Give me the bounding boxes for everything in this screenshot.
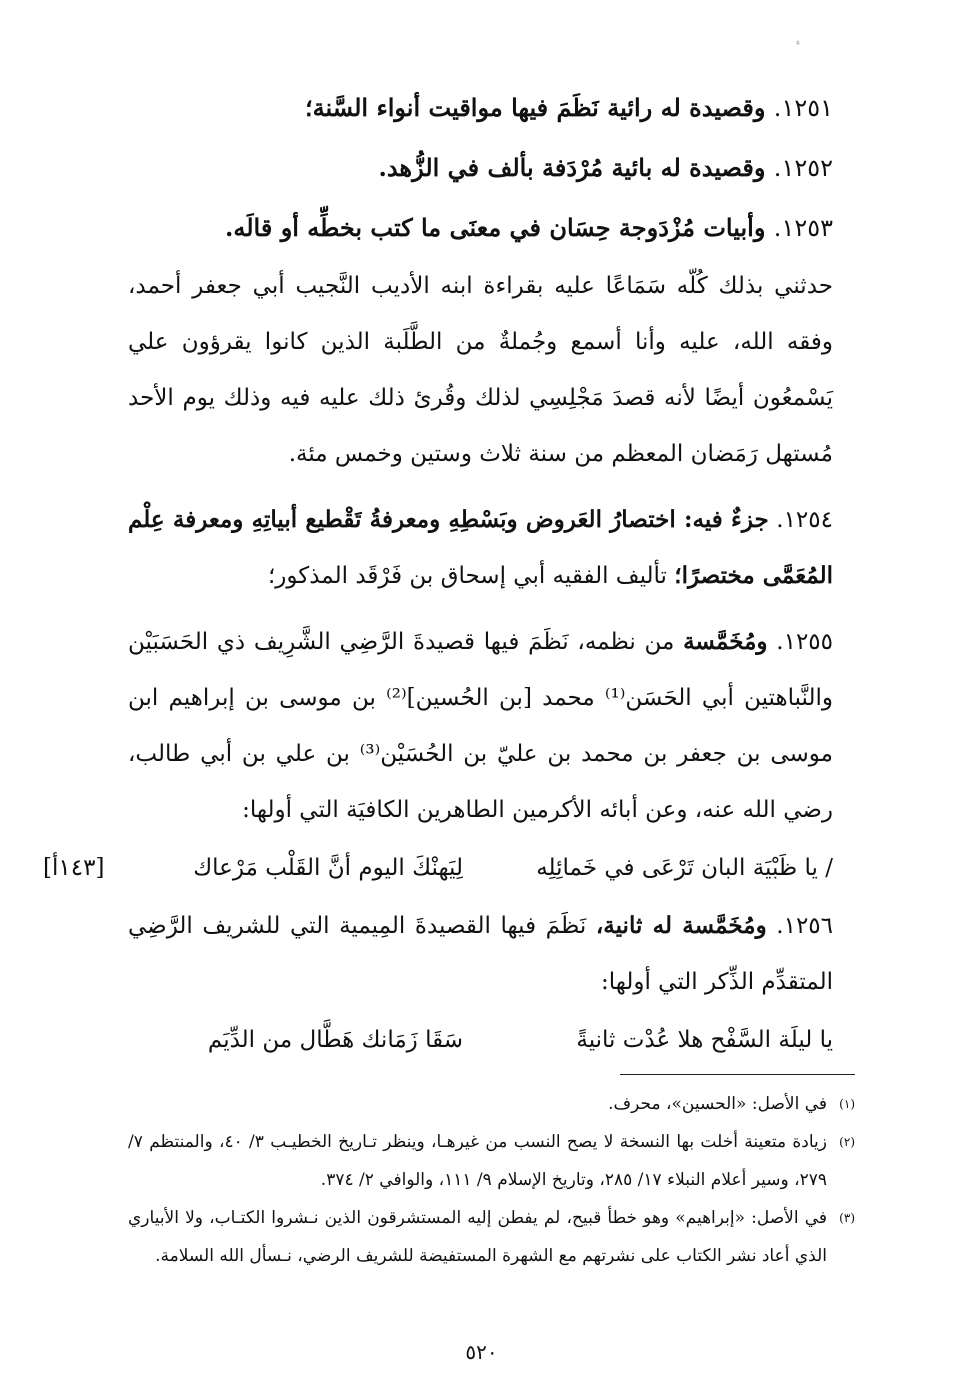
entry-number: ١٢٥٦.	[776, 913, 834, 939]
footnote-text: في الأصل: «الحسين»، محرف.	[608, 1094, 827, 1114]
entry-number: ١٢٥٣.	[773, 214, 833, 242]
entry-number: ١٢٥٤.	[776, 507, 833, 533]
entry-text: تأليف الفقيه أبي إسحاق بن فَرْقَد المذكور؛	[267, 563, 667, 589]
entry-1254	[128, 492, 833, 604]
verse-second-hemistich: لِيَهنْكَ اليوم أنَّ القَلْب مَرْعاك	[193, 855, 463, 881]
entry-1251	[128, 78, 833, 138]
entry-1253	[128, 198, 833, 258]
entry-number: ١٢٥١.	[773, 94, 833, 122]
entry-number: ١٢٥٢.	[773, 154, 833, 182]
entry-title: جزءٌ فيه: اختصارُ العَروض وبَسْطِهِ ومعرفةُ تَقْطيع أبياتِهِ ومعرفة عِلْم المُعَمَّى مختصرًا؛	[128, 506, 833, 589]
footnotes	[128, 1085, 855, 1275]
main-text	[43, 78, 834, 1070]
entry-title: ومُخَمَّسة	[683, 628, 768, 655]
footnote-2	[128, 1123, 855, 1199]
verse-first-hemistich: / يا ظَبْيَة البان تَرْعَى في خَمائِلِه	[536, 855, 833, 881]
entry-number: ١٢٥٥.	[776, 629, 834, 655]
verse-first-hemistich: يا ليلَة السَّفْح هلا عُدْت ثانيةً	[576, 1027, 833, 1053]
entry-1256	[128, 898, 833, 1010]
entry-text: وأبيات مُزْدَوجة حِسَان في معنَى ما كتب بخطِّه أو قالَه.	[225, 213, 766, 242]
footnote-text: زيادة متعينة أخلت بها النسخة لا يصح النسب من غيرهـا، وينظر تـاريخ الخطيـب ٣/ ٤٠، والمنتظم ٧/ ٢٧٩، وسير أعلام النبلاء ١٧/ ٢٨٥، وتاريخ الإسلام ٩/ ١١١، والوافي ٢/ ٣٧٤.	[128, 1132, 827, 1190]
verse-line	[43, 838, 833, 898]
entry-title: ومُخَمَّسة له ثانية،	[595, 912, 767, 939]
entry-text: وقصيدة له بائية مُرْدَفة بألف في الزُّهد.	[378, 153, 766, 182]
entry-text: من نظمه، نَظَمَ فيها قصيدةَ الرَّضِي الشَّرِيف ذي الحَسَبَيْن والنَّباهتين أبي الحَسَن⁽¹⁾ محمد [بن الحُسين]⁽²⁾ بن موسى بن إبراهيم ابن موسى بن جعفر بن محمد بن عليّ بن الحُسَيْن⁽³⁾ بن علي بن أبي طالب، رضي الله عنه، وعن أبائه الأكرمين الطاهرين الكافيَة التي أولها:	[128, 629, 834, 823]
page-number: ٥٢٠	[465, 1340, 498, 1364]
footnote-divider	[620, 1074, 855, 1075]
footnote-text: في الأصل: «إبراهيم» وهو خطأ قبيح، لم يفطن إليه المستشرقون الذين نـشروا الكتـاب، ولا الأبياري الذي أعاد نشر الكتاب على نشرتهم مع الشهرة المستفيضة للشريف الرضي، نـسأل الله السلامة.	[128, 1208, 827, 1266]
paragraph-chain: حدثني بذلك كُلّه سَمَاعًا عليه بقراءة ابنه الأديب النَّجيب أبي جعفر أحمد، وفقه الله، عليه وأنا أسمع وجُملةٌ من الطَّلَبة الذين كانوا يقرؤون علي يَسْمعُون أيضًا لأنه قصدَ مَجْلِسِي لذلك وقُرئ ذلك عليه فيه وذلك يوم الأحد مُستهل رَمَضان المعظم من سنة ثلاث وستين وخمس مئة.	[128, 273, 833, 467]
footnote-number: (٢)	[839, 1135, 855, 1149]
folio-marker: [١٤٣أ]	[43, 855, 105, 881]
tick-mark: ء	[796, 38, 801, 48]
entry-1255	[128, 614, 833, 838]
footnote-number: (٣)	[839, 1211, 855, 1225]
verse-line	[128, 1010, 833, 1070]
entry-text: نَظَمَ فيها القصيدةَ المِيمية التي للشريف الرَّضِي المتقدِّم الذِّكر التي أولها:	[128, 913, 833, 995]
footnote-3	[128, 1199, 855, 1275]
entry-1252	[128, 138, 833, 198]
verse-second-hemistich: سَقَا زَمَانك هَطَّال من الدِّيَم	[207, 1027, 463, 1053]
footnote-number: (١)	[839, 1097, 855, 1111]
footnote-1	[128, 1085, 855, 1123]
entry-text: وقصيدة له رائية نَظَمَ فيها مواقيت أنواء السَّنة؛	[304, 93, 766, 122]
